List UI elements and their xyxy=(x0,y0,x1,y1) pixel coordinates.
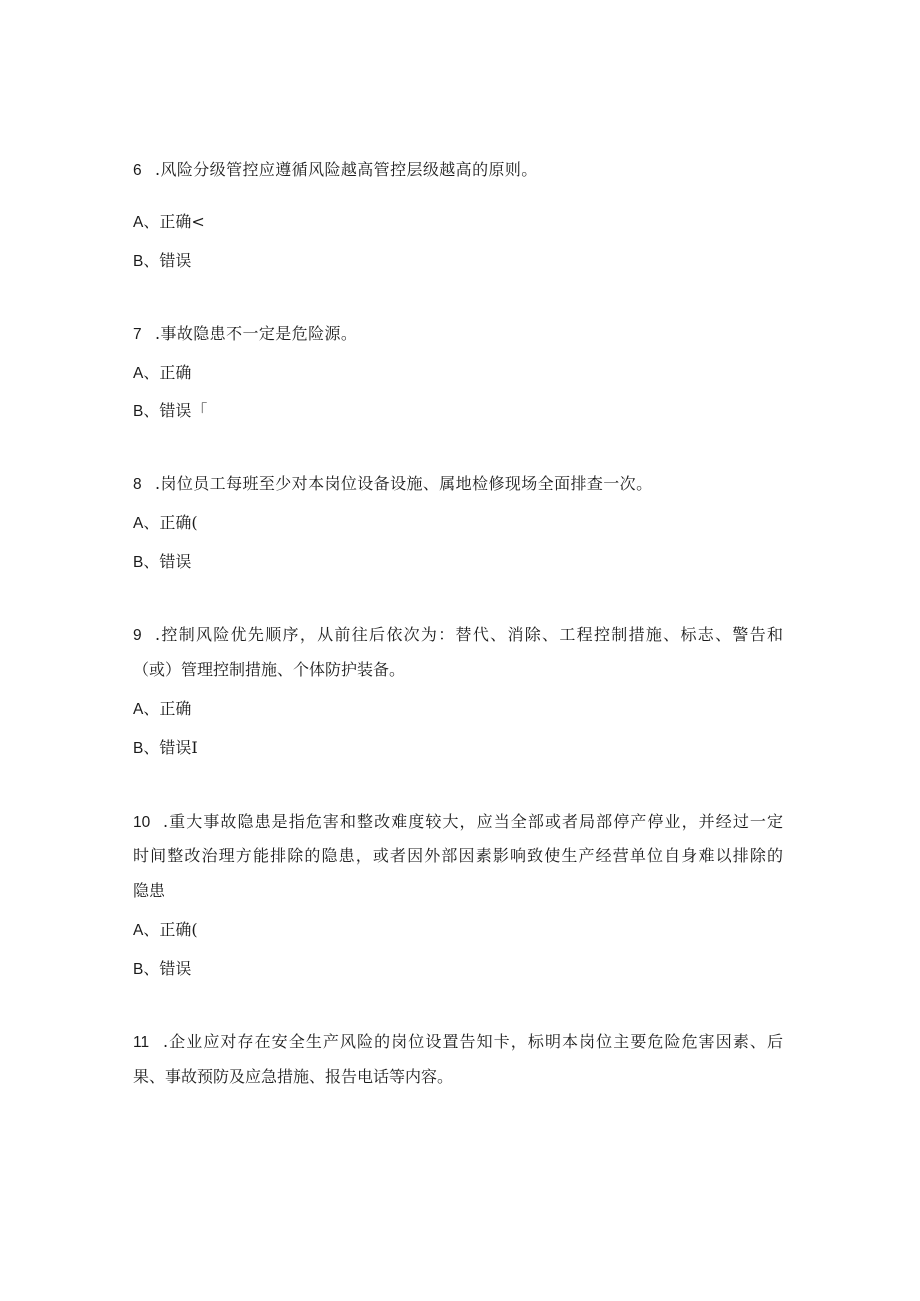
question-text-line-1 xyxy=(133,812,783,833)
option-b[interactable] xyxy=(133,552,191,573)
option-letter: B xyxy=(133,961,144,978)
question-number: 11 xyxy=(133,1034,150,1051)
question-6 xyxy=(133,160,538,181)
option-text: 、错误 xyxy=(143,959,192,978)
question-text-line-2: 时间整改治理方能排除的隐患，或者因外部因素影响致使生产经营单位自身难以排除的 xyxy=(133,846,783,865)
question-9 xyxy=(133,625,783,646)
option-letter: B xyxy=(133,554,144,571)
question-10-continued-2 xyxy=(133,881,165,901)
option-text: 、正确( xyxy=(143,513,198,532)
question-text: .控制风险优先顺序，从前往后依次为：替代、消除、工程控制措施、标志、警告和 xyxy=(155,625,783,644)
option-text: 、错误 xyxy=(143,251,192,270)
question-10 xyxy=(133,812,783,833)
question-text-line-2: 果、事故预防及应急措施、报告电话等内容。 xyxy=(133,1067,454,1086)
option-a[interactable] xyxy=(133,920,198,941)
question-text-line-1 xyxy=(133,625,783,646)
option-b[interactable] xyxy=(133,401,207,422)
question-text: .风险分级管控应遵循风险越高管控层级越高的原则。 xyxy=(155,160,538,179)
question-number: 10 xyxy=(133,814,151,831)
option-a[interactable] xyxy=(133,363,191,384)
option-b[interactable] xyxy=(133,738,198,759)
option-letter: A xyxy=(133,365,144,382)
option-letter: A xyxy=(133,922,144,939)
option-letter: B xyxy=(133,403,144,420)
question-number: 8 xyxy=(133,476,142,493)
question-text-line-3: 隐患 xyxy=(133,881,166,900)
question-text-line-1 xyxy=(133,1032,783,1053)
option-text: 、错误I xyxy=(143,738,198,757)
option-b[interactable] xyxy=(133,251,191,272)
question-8 xyxy=(133,474,653,495)
option-text: 、错误「 xyxy=(143,401,208,420)
question-11 xyxy=(133,1032,783,1053)
question-text: .岗位员工每班至少对本岗位设备设施、属地检修现场全面排查一次。 xyxy=(155,474,653,493)
question-text: .事故隐患不一定是危险源。 xyxy=(155,324,358,343)
option-letter: B xyxy=(133,740,144,757)
question-11-continued xyxy=(133,1067,453,1087)
option-text: 、正确( xyxy=(143,920,198,939)
question-number: 6 xyxy=(133,162,142,179)
question-number: 9 xyxy=(133,627,142,644)
option-text: 、正确 xyxy=(143,363,192,382)
option-text: 、错误 xyxy=(143,552,192,571)
option-letter: A xyxy=(133,515,144,532)
option-text: 、正确 xyxy=(143,699,192,718)
option-letter: A xyxy=(133,214,144,231)
question-9-continued xyxy=(133,660,405,680)
question-text-line-2: （或）管理控制措施、个体防护装备。 xyxy=(133,660,406,679)
option-a[interactable] xyxy=(133,513,198,534)
option-a[interactable] xyxy=(133,699,191,720)
question-text: .企业应对存在安全生产风险的岗位设置告知卡，标明本岗位主要危险危害因素、后 xyxy=(163,1032,783,1051)
question-10-continued xyxy=(133,846,783,866)
option-letter: A xyxy=(133,701,144,718)
question-text: .重大事故隐患是指危害和整改难度较大，应当全部或者局部停产停业，并经过一定 xyxy=(163,812,783,831)
question-number: 7 xyxy=(133,326,142,343)
option-a[interactable] xyxy=(133,212,205,233)
option-b[interactable] xyxy=(133,959,191,980)
option-text: 、正确< xyxy=(143,212,205,231)
option-letter: B xyxy=(133,253,144,270)
question-7 xyxy=(133,324,357,345)
